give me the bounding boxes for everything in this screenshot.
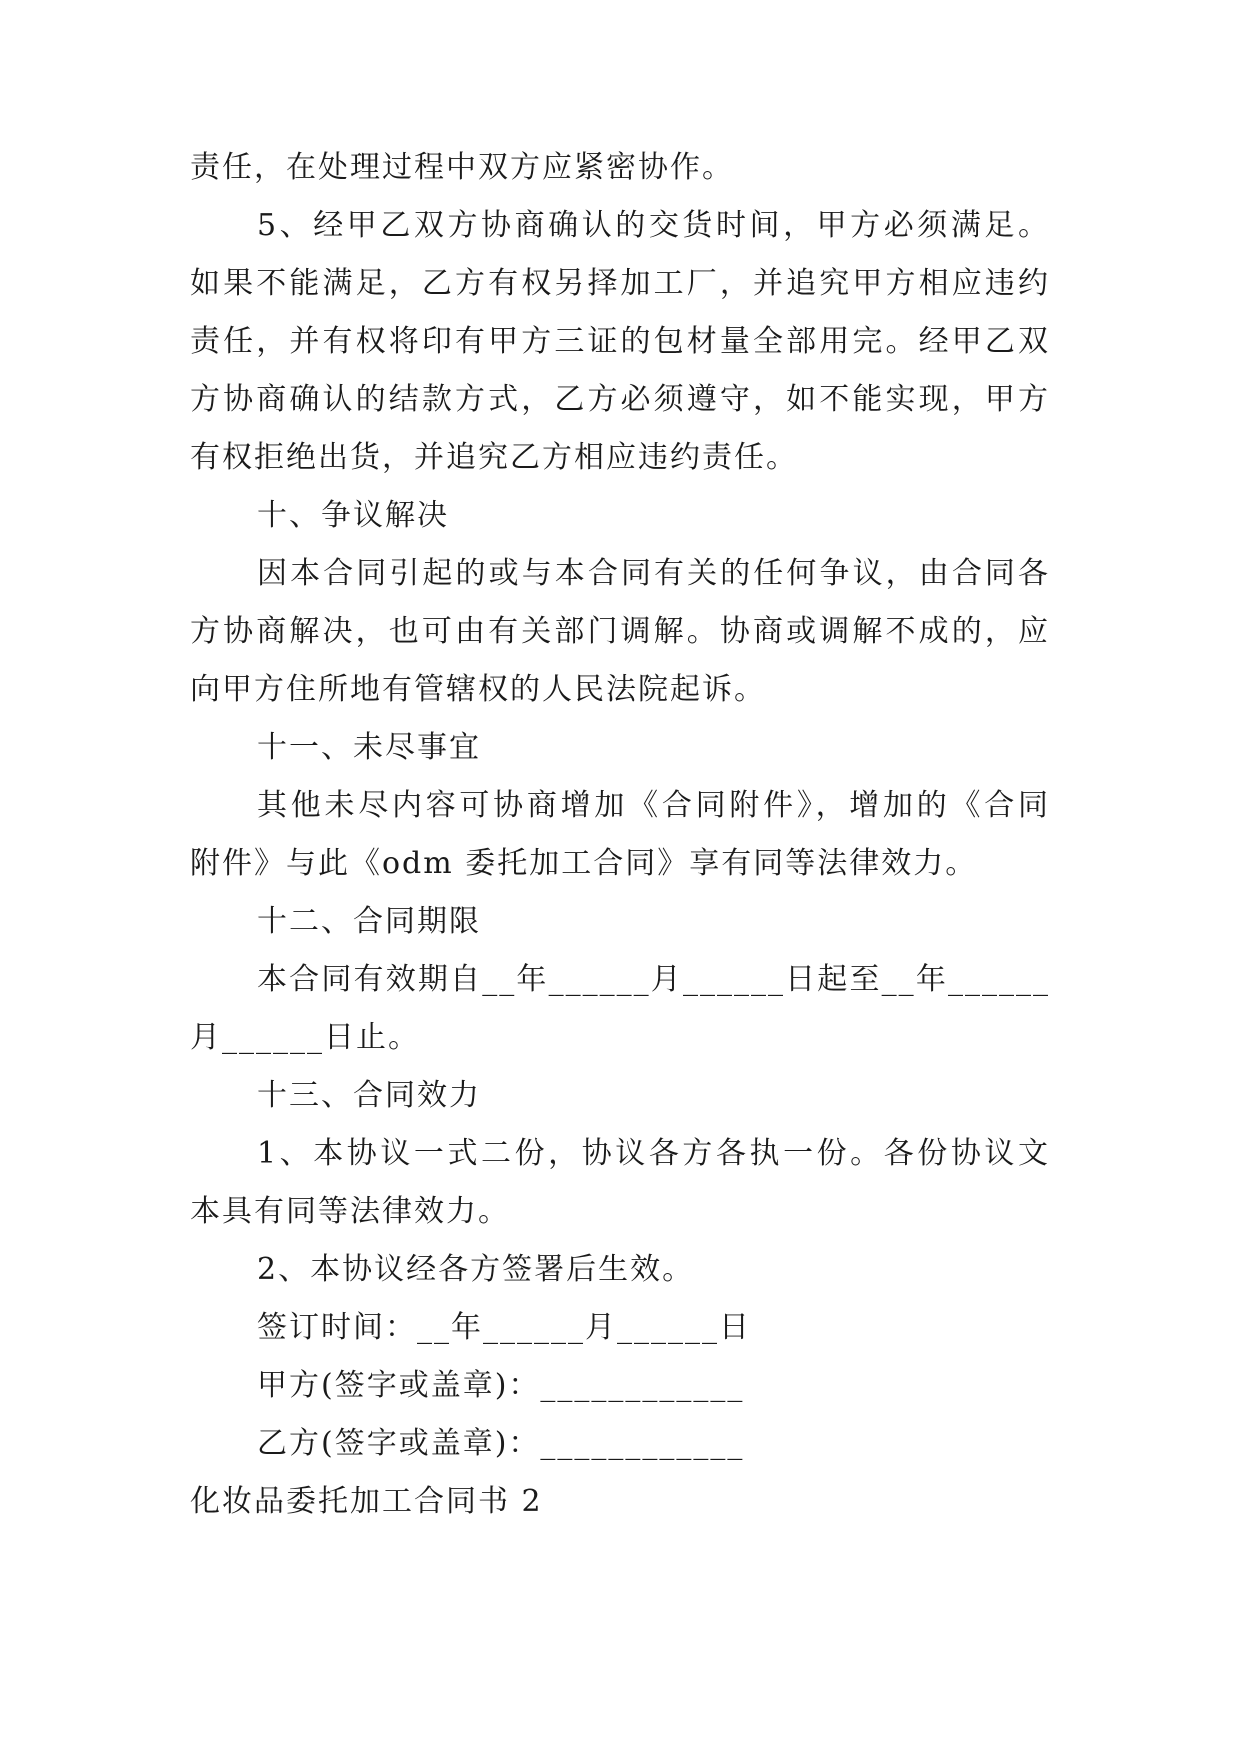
paragraph-line: 方协商确认的结款方式，乙方必须遵守，如不能实现，甲方 bbox=[190, 382, 1050, 417]
paragraph-line: 向甲方住所地有管辖权的人民法院起诉。 bbox=[190, 672, 766, 707]
paragraph-line: 本合同有效期自__年______月______日起至__年______ bbox=[257, 962, 1050, 997]
paragraph-line: 有权拒绝出货，并追究乙方相应违约责任。 bbox=[190, 440, 798, 475]
paragraph-line: 附件》与此《odm 委托加工合同》享有同等法律效力。 bbox=[190, 846, 978, 881]
paragraph-line: 1、本协议一式二份，协议各方各执一份。各份协议文 bbox=[257, 1136, 1050, 1171]
paragraph-line: 如果不能满足，乙方有权另择加工厂，并追究甲方相应违约 bbox=[190, 266, 1050, 301]
paragraph-line: 2、本协议经各方签署后生效。 bbox=[257, 1252, 695, 1287]
paragraph-line: 方协商解决，也可由有关部门调解。协商或调解不成的，应 bbox=[190, 614, 1050, 649]
section-heading: 十三、合同效力 bbox=[257, 1078, 481, 1113]
paragraph-line: 责任，在处理过程中双方应紧密协作。 bbox=[190, 150, 734, 185]
party-b-signature: 乙方(签字或盖章)：____________ bbox=[257, 1426, 745, 1461]
paragraph-line: 5、经甲乙双方协商确认的交货时间，甲方必须满足。 bbox=[257, 208, 1050, 243]
paragraph-line: 因本合同引起的或与本合同有关的任何争议，由合同各 bbox=[257, 556, 1050, 591]
party-a-signature: 甲方(签字或盖章)：____________ bbox=[257, 1368, 745, 1403]
document-title: 化妆品委托加工合同书 2 bbox=[190, 1484, 543, 1519]
paragraph-line: 其他未尽内容可协商增加《合同附件》，增加的《合同 bbox=[257, 788, 1050, 823]
paragraph-line: 本具有同等法律效力。 bbox=[190, 1194, 510, 1229]
paragraph-line: 月______日止。 bbox=[190, 1020, 420, 1055]
section-heading: 十一、未尽事宜 bbox=[257, 730, 481, 765]
paragraph-line: 责任，并有权将印有甲方三证的包材量全部用完。经甲乙双 bbox=[190, 324, 1050, 359]
signing-date: 签订时间：__年______月______日 bbox=[257, 1310, 751, 1345]
section-heading: 十二、合同期限 bbox=[257, 904, 481, 939]
section-heading: 十、争议解决 bbox=[257, 498, 449, 533]
